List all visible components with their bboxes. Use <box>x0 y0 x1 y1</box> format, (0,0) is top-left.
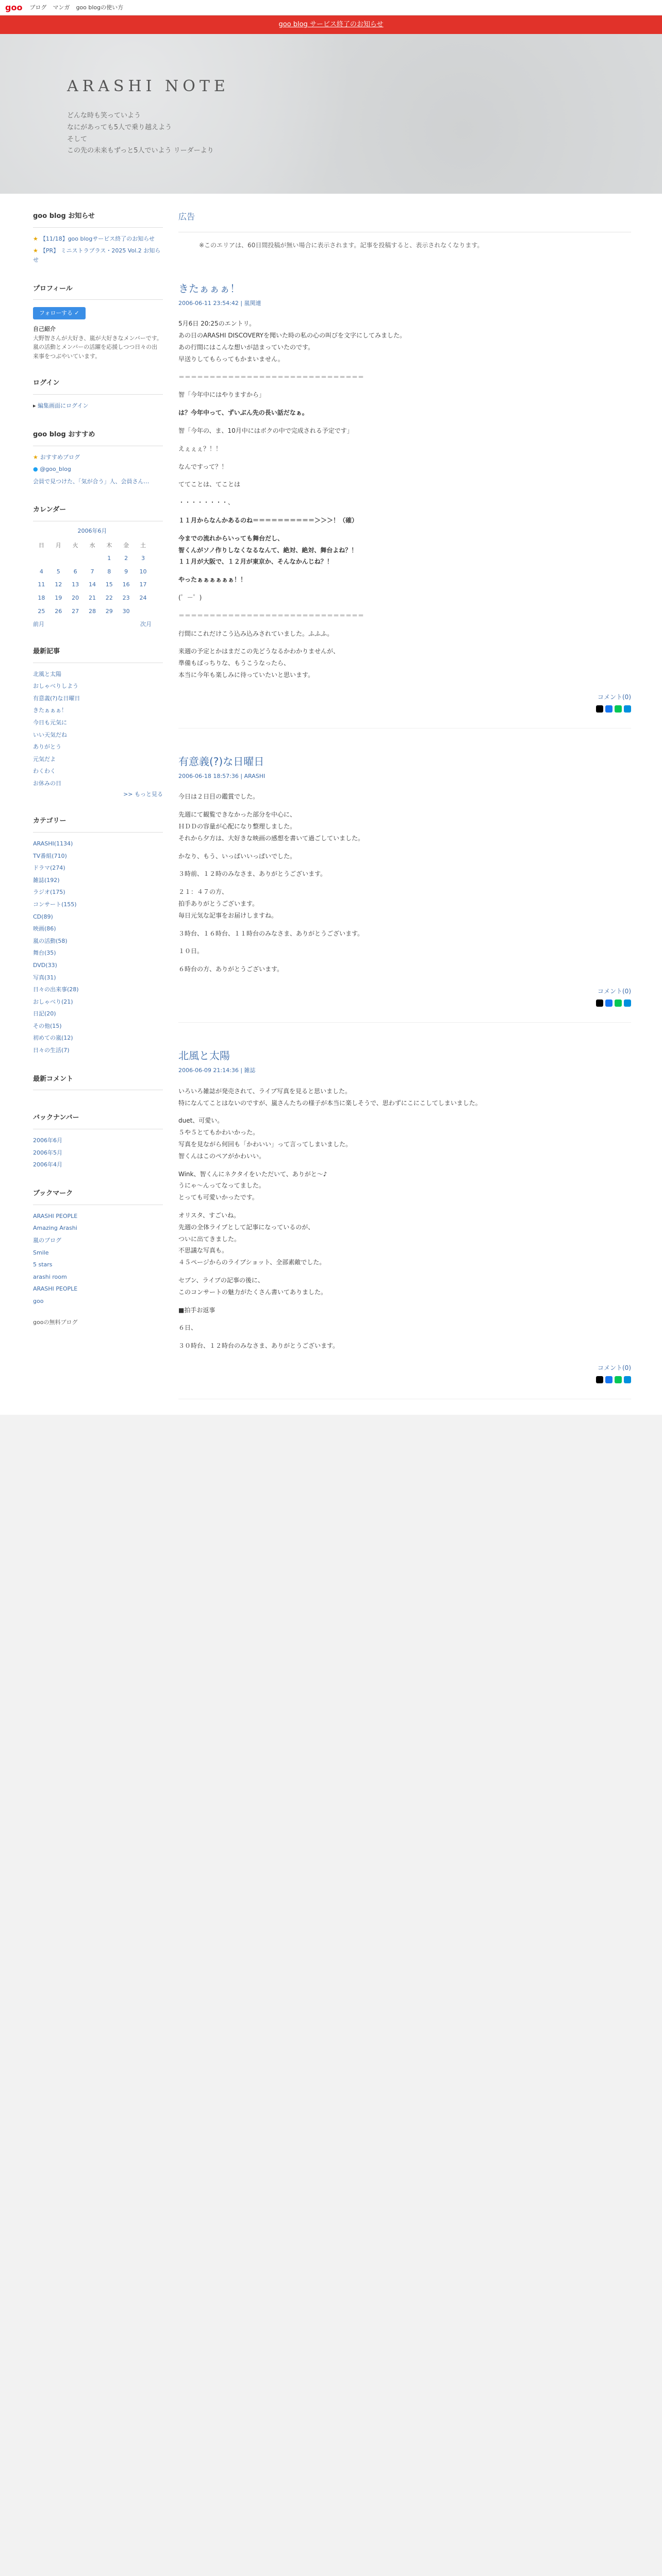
calendar-day[interactable]: 18 <box>38 595 45 602</box>
category-item-link[interactable]: おしゃべり(21) <box>33 998 73 1005</box>
goo-topbar <box>0 0 662 15</box>
recent-item-link[interactable]: きたぁぁぁ！ <box>33 707 67 714</box>
site-desc-line: そして <box>67 135 88 143</box>
calendar-day <box>67 552 84 565</box>
topbar-link-manga[interactable]: マンガ <box>53 4 70 11</box>
weekday: 金 <box>123 541 129 549</box>
recent-item-link[interactable]: いい天気だね <box>33 731 67 738</box>
calendar-day[interactable]: 21 <box>88 595 96 602</box>
blog-header <box>0 34 662 194</box>
recent-item[interactable] <box>33 668 163 681</box>
recent-item-link[interactable]: ありがとう <box>33 743 61 751</box>
facebook-share-icon[interactable] <box>605 999 613 1007</box>
backnumber-item-link[interactable]: 2006年6月 <box>33 1137 62 1144</box>
calendar-heading: カレンダー <box>33 487 163 521</box>
calendar-day[interactable]: 14 <box>88 581 96 588</box>
calendar-day[interactable]: 3 <box>141 555 145 562</box>
osusume-heading: goo blog おすすめ <box>33 412 163 446</box>
recent-item[interactable] <box>33 692 163 705</box>
calendar-day[interactable]: 20 <box>72 595 79 602</box>
recent-item[interactable] <box>33 680 163 692</box>
profile-text: 大野智さんが大好き、嵐が大好きなメンバーです。嵐の活動とメンバーの活躍を応援しつつ日々の出来事をつぶやいています。 <box>33 334 162 360</box>
entry-body <box>178 318 631 681</box>
bookmark-item-link[interactable]: 嵐のブログ <box>33 1237 61 1244</box>
site-desc-line: なにがあっても5人で乗り越えよう <box>67 123 172 131</box>
chevron-right-icon: ▸ <box>33 402 38 410</box>
recent-more-link[interactable]: >> もっと見る <box>123 790 163 798</box>
backnumber-heading: バックナンバー <box>33 1095 163 1129</box>
category-item[interactable] <box>33 899 163 911</box>
category-item-link[interactable]: 雑誌(192) <box>33 876 60 884</box>
bookmark-item-link[interactable]: arashi room <box>33 1273 67 1280</box>
entry-paragraph: かなり、もう、いっぱいいっぱいでした。 <box>178 852 296 860</box>
twitter-icon: ● <box>33 466 40 473</box>
entry-paragraph: ■拍手お返事 <box>178 1306 216 1314</box>
calendar-day <box>33 552 50 565</box>
bookmark-item-link[interactable]: Amazing Arashi <box>33 1225 77 1232</box>
entry-paragraph: ６時台の方、ありがとうございます。 <box>178 965 284 973</box>
category-item-link[interactable]: CD(89) <box>33 913 53 920</box>
calendar-day <box>50 552 67 565</box>
entry-paragraph: 先週にて観覧できなかった部分を中心に、 ＨＤＤの容量が心配になり整理しました。 それから夕方は、大好きな映画の感想を書いて過ごしていました。 <box>178 811 365 842</box>
category-item[interactable] <box>33 886 163 899</box>
site-desc-line: どんな時も笑っていよう <box>67 112 141 120</box>
x-share-icon[interactable] <box>596 705 603 713</box>
backnumber-item-link[interactable]: 2006年5月 <box>33 1149 62 1156</box>
category-item[interactable] <box>33 947 163 959</box>
category-item[interactable] <box>33 1044 163 1057</box>
backnumber-item[interactable] <box>33 1134 163 1147</box>
entry-paragraph: やったぁぁぁぁぁぁ！！ <box>178 576 247 584</box>
entry-paragraph: 今日は２日目の鑑賞でした。 <box>178 793 259 801</box>
category-item-link[interactable]: 日記(20) <box>33 1010 56 1018</box>
recent-item[interactable] <box>33 729 163 741</box>
bookmark-item[interactable] <box>33 1283 163 1295</box>
site-title[interactable]: ARASHI NOTE <box>67 77 229 95</box>
bookmark-item-link[interactable]: 5 stars <box>33 1261 53 1268</box>
calendar-day[interactable]: 22 <box>105 595 113 602</box>
entry-meta[interactable]: 2006-06-11 23:54:42 | 嵐関連 <box>178 299 261 307</box>
backnumber-item[interactable] <box>33 1147 163 1159</box>
entry-paragraph: １０日。 <box>178 947 204 955</box>
service-notice-link[interactable]: goo blog サービス終了のお知らせ <box>278 20 384 28</box>
bookmark-item[interactable] <box>33 1222 163 1234</box>
recent-item[interactable] <box>33 717 163 729</box>
bookmark-item-link[interactable]: Smile <box>33 1249 49 1256</box>
recent-item-link[interactable]: わくわく <box>33 768 56 775</box>
category-item-link[interactable]: 初めての嵐(12) <box>33 1035 73 1042</box>
blog-entry <box>178 744 631 1023</box>
entry-paragraph: ・・・・・・・・、 <box>178 499 235 506</box>
recent-item-link[interactable]: お休みの日 <box>33 780 61 787</box>
comment-heading: 最新コメント <box>33 1057 163 1091</box>
entry-title[interactable]: 北風と太陽 <box>178 1049 230 1062</box>
weekday: 火 <box>72 541 78 549</box>
calendar-caption: 2006年6月 <box>77 528 107 535</box>
recent-item-link[interactable]: 今日も元気に <box>33 719 67 726</box>
login-heading: ログイン <box>33 361 163 395</box>
entry-paragraph: 来週の予定とかはまだこの先どうなるかわかりませんが、 準備もばっちりな、もうこうなったら、 本当に今年も楽しみに待っていたいと思います。 <box>178 648 340 679</box>
entry-body <box>178 791 631 975</box>
comment-link[interactable]: コメント(0) <box>598 988 631 995</box>
recent-heading: 最新記事 <box>33 629 163 663</box>
calendar-day[interactable]: 8 <box>107 568 111 575</box>
entry-paragraph: 5月6日 20:25のエントリ。 あの日のARASHI DISCOVERYを聞いた時の私の心の叫びを文字にしてみました。 あの行間にはこんな想いが詰まっていたのです。 早送りしてもらってもかまいません。 <box>178 320 406 363</box>
entry-paragraph: ２１：４７の方、 拍手ありがとうございます。 毎日元気な記事をお届けしますね。 <box>178 888 278 919</box>
recent-item[interactable] <box>33 777 163 790</box>
goo-free-blog[interactable]: gooの無料ブログ <box>33 1318 78 1326</box>
notice-heading: goo blog お知らせ <box>33 194 163 228</box>
category-item-link[interactable]: DVD(33) <box>33 961 57 969</box>
calendar-day[interactable]: 11 <box>38 581 45 588</box>
calendar-week <box>33 605 152 618</box>
category-item-link[interactable]: 日々の生活(7) <box>33 1047 70 1054</box>
x-share-icon[interactable] <box>596 999 603 1007</box>
weekday: 日 <box>38 541 44 549</box>
entry-paragraph: ３時台、１６時台、１１時台のみなさま、ありがとうございます。 <box>178 929 364 937</box>
osusume-item[interactable]: ★ おすすめブログ <box>33 453 80 461</box>
entry-meta[interactable]: 2006-06-09 21:14:36 | 雑誌 <box>178 1067 256 1074</box>
category-item[interactable] <box>33 996 163 1008</box>
entry-paragraph: (゜－゜) <box>178 594 202 601</box>
hatena-share-icon[interactable] <box>624 999 631 1007</box>
bookmark-heading: ブックマーク <box>33 1171 163 1205</box>
calendar-day[interactable]: 12 <box>55 581 62 588</box>
calendar-day[interactable]: 16 <box>122 581 130 588</box>
category-item[interactable] <box>33 923 163 935</box>
backnumber-item[interactable] <box>33 1159 163 1171</box>
notice-item[interactable]: ★ 【PR】 ミニストラブラス・2025 Vol.2 お知らせ <box>33 247 161 263</box>
osusume-item[interactable]: 会員で見つけた、「気が合う」人、会員さん… <box>33 478 150 485</box>
goo-logo[interactable]: goo <box>5 2 23 12</box>
category-item-link[interactable]: 日々の出来事(28) <box>33 986 79 993</box>
bookmark-item[interactable] <box>33 1210 163 1223</box>
bookmark-item[interactable] <box>33 1295 163 1308</box>
recent-item-link[interactable]: 有意義(?)な日曜日 <box>33 694 80 702</box>
recent-item[interactable] <box>33 753 163 766</box>
entry-paragraph: なんですって？！ <box>178 463 228 470</box>
notice-item[interactable]: ★ 【11/18】goo blogサービス終了のお知らせ <box>33 235 155 242</box>
calendar-day <box>135 605 152 618</box>
calendar-day[interactable]: 10 <box>139 568 147 575</box>
login-link[interactable]: ▸ 編集画面にログイン <box>33 402 89 410</box>
service-notice-bar <box>0 15 662 34</box>
bookmark-item[interactable] <box>33 1259 163 1271</box>
blog-entry <box>178 1038 631 1399</box>
star-icon: ★ <box>33 247 38 255</box>
calendar-week <box>33 578 152 591</box>
bookmark-item-link[interactable]: goo <box>33 1298 44 1304</box>
calendar-day[interactable]: 6 <box>73 568 77 575</box>
calendar-day[interactable]: 4 <box>39 568 43 575</box>
entry-paragraph: 智「今年中にはやりますから」 <box>178 391 266 399</box>
entry-paragraph: ＝＝＝＝＝＝＝＝＝＝＝＝＝＝＝＝＝＝＝＝＝＝＝＝＝＝＝＝＝＝ <box>178 373 365 381</box>
category-item[interactable] <box>33 1008 163 1020</box>
entry-paragraph: ３時前、１２時のみなさま、ありがとうございます。 <box>178 870 327 878</box>
entry-paragraph: 今までの流れからいっても舞台だし、 智くんがソノ作りしなくなるなんて、絶対、絶対、舞台よね？！ １１月が大阪で、１２月が東京か、そんなかんじね？！ <box>178 534 358 566</box>
weekday: 水 <box>89 541 95 549</box>
calendar-day[interactable]: 17 <box>139 581 147 588</box>
share-buttons <box>178 999 631 1023</box>
bookmark-item[interactable] <box>33 1271 163 1283</box>
recent-item-link[interactable]: おしゃべりしよう <box>33 683 78 690</box>
calendar-day[interactable]: 7 <box>90 568 94 575</box>
entry-paragraph: 智「今年の、ま、10月中にはボクの中で完成される予定です」 <box>178 427 353 434</box>
category-item-link[interactable]: ARASHI(1134) <box>33 840 73 847</box>
calendar-day[interactable]: 2 <box>124 555 128 562</box>
topbar-link-blog[interactable]: ブログ <box>29 4 47 11</box>
category-item[interactable] <box>33 862 163 874</box>
bookmark-item-link[interactable]: ARASHI PEOPLE <box>33 1285 78 1293</box>
entry-paragraph: duet、可愛い。 ５や５とてもかわいかった。 写真を見ながら何回も「かわいい」って言ってしまいました。 智くんはこのペアがかわいい。 <box>178 1117 352 1160</box>
entry-paragraph: 行間にこれだけこう込み込みされていました。ふふふ。 <box>178 630 334 637</box>
main-content <box>166 194 662 1415</box>
calendar-day[interactable]: 25 <box>38 607 45 615</box>
profile-heading: プロフィール <box>33 266 163 300</box>
facebook-share-icon[interactable] <box>605 1376 613 1383</box>
recent-item[interactable] <box>33 704 163 717</box>
entry-paragraph: オリスタ、すごいね。 先週の全体ライブとして記事になっているのが、 ついに出てきました。 不思議な写真も。 ４５ページからのライブショット、全部素敵でした。 <box>178 1212 326 1266</box>
star-icon: ★ <box>33 235 38 242</box>
category-item-link[interactable]: 写真(31) <box>33 974 56 981</box>
category-heading: カテゴリー <box>33 799 163 833</box>
follow-button[interactable]: フォローする ✓ <box>33 307 86 319</box>
calendar-week <box>33 565 152 579</box>
calendar-day[interactable]: 15 <box>105 581 113 588</box>
bookmark-item[interactable] <box>33 1247 163 1259</box>
blog-entry <box>178 271 631 728</box>
category-item[interactable] <box>33 984 163 996</box>
entry-paragraph: １１月からなんかあるのね＝＝＝＝＝＝＝＝＝＝＞＞＞！（確） <box>178 516 358 524</box>
calendar-day[interactable]: 29 <box>105 607 113 615</box>
category-item-link[interactable]: TV番組(710) <box>33 852 67 859</box>
category-item[interactable] <box>33 850 163 862</box>
entry-paragraph: ６日、 <box>178 1324 197 1332</box>
category-item-link[interactable]: その他(15) <box>33 1022 62 1029</box>
category-item-link[interactable]: ラジオ(175) <box>33 889 65 896</box>
recent-item[interactable] <box>33 741 163 753</box>
calendar <box>33 527 152 618</box>
entry-body <box>178 1086 631 1352</box>
category-item[interactable] <box>33 959 163 972</box>
entry-paragraph: ３０時台、１２時台のみなさま、ありがとうございます。 <box>178 1342 339 1350</box>
recent-item[interactable] <box>33 765 163 777</box>
ad-notice: ※このエリアは、60日間投稿が無い場合に表示されます。記事を投稿すると、表示されなくなります。 <box>199 241 484 249</box>
calendar-day[interactable]: 26 <box>55 607 62 615</box>
bookmark-item-link[interactable]: ARASHI PEOPLE <box>33 1212 78 1219</box>
category-item-link[interactable]: 嵐の活動(58) <box>33 937 68 944</box>
category-item[interactable] <box>33 838 163 850</box>
site-description <box>67 110 662 157</box>
calendar-day[interactable]: 23 <box>122 595 130 602</box>
calendar-day[interactable]: 1 <box>107 555 111 562</box>
weekday: 月 <box>55 541 61 549</box>
calendar-day[interactable]: 24 <box>139 595 147 602</box>
entry-paragraph: ＝＝＝＝＝＝＝＝＝＝＝＝＝＝＝＝＝＝＝＝＝＝＝＝＝＝＝＝＝＝ <box>178 612 365 619</box>
star-icon: ★ <box>33 453 38 461</box>
calendar-day[interactable]: 13 <box>72 581 79 588</box>
calendar-day[interactable]: 19 <box>55 595 62 602</box>
recent-item-link[interactable]: 元気だよ <box>33 755 56 762</box>
entry-paragraph: は？今年中って、ずいぶん先の長い話だなぁ。 <box>178 409 308 417</box>
sidebar <box>0 194 166 1415</box>
recent-item-link[interactable]: 北風と太陽 <box>33 670 61 677</box>
category-item-link[interactable]: ドラマ(274) <box>33 865 65 872</box>
category-item-link[interactable]: 映画(86) <box>33 925 56 933</box>
hatena-share-icon[interactable] <box>624 705 631 713</box>
share-buttons <box>178 705 631 728</box>
calendar-prev[interactable]: 前月 <box>33 621 44 628</box>
category-item-link[interactable]: コンサート(155) <box>33 901 77 908</box>
share-buttons <box>178 1376 631 1399</box>
weekday: 木 <box>106 541 112 549</box>
entry-title[interactable]: きたぁぁぁ！ <box>178 282 240 295</box>
calendar-day[interactable]: 5 <box>56 568 60 575</box>
category-item[interactable] <box>33 935 163 947</box>
profile-name: 自己紹介 <box>33 325 56 332</box>
comment-link[interactable]: コメント(0) <box>598 1364 631 1371</box>
category-item[interactable] <box>33 1020 163 1032</box>
facebook-share-icon[interactable] <box>605 705 613 713</box>
entry-title[interactable]: 有意義(?)な日曜日 <box>178 755 264 768</box>
entry-meta[interactable]: 2006-06-18 18:57:36 | ARASHI <box>178 772 266 779</box>
comment-link[interactable]: コメント(0) <box>598 693 631 701</box>
calendar-weekdays <box>33 539 152 552</box>
calendar-day <box>84 552 101 565</box>
site-desc-line: この先の未来もずっと5人でいよう リーダーより <box>67 147 214 155</box>
entry-paragraph: ててことは、てことは <box>178 481 241 488</box>
calendar-day[interactable]: 27 <box>72 607 79 615</box>
ad-label: 広告 <box>178 194 631 232</box>
calendar-week <box>33 552 152 565</box>
calendar-day[interactable]: 30 <box>122 607 130 615</box>
category-item[interactable] <box>33 911 163 923</box>
topbar-link-howto[interactable]: goo blogの使い方 <box>76 4 124 11</box>
category-item[interactable] <box>33 874 163 887</box>
entry-paragraph: セブン、ライブの記事の後に、 このコンサートの魅力がたくさん書いてありました。 <box>178 1276 327 1296</box>
hatena-share-icon[interactable] <box>624 1376 631 1383</box>
bookmark-item[interactable] <box>33 1234 163 1247</box>
entry-paragraph: えぇぇぇ？！！ <box>178 445 222 452</box>
x-share-icon[interactable] <box>596 1376 603 1383</box>
category-item[interactable] <box>33 1032 163 1044</box>
calendar-week <box>33 591 152 605</box>
line-share-icon[interactable] <box>615 999 622 1007</box>
backnumber-item-link[interactable]: 2006年4月 <box>33 1161 62 1168</box>
line-share-icon[interactable] <box>615 1376 622 1383</box>
category-item-link[interactable]: 舞台(35) <box>33 950 56 957</box>
category-item[interactable] <box>33 972 163 984</box>
entry-paragraph: Wink、智くんにネクタイをいただいて、ありがと～♪ うにゃ～んってなってました。 とっても可愛いかったです。 <box>178 1170 327 1201</box>
calendar-day[interactable]: 9 <box>124 568 128 575</box>
weekday: 土 <box>140 541 146 549</box>
osusume-item[interactable]: ● @goo_blog <box>33 466 71 473</box>
line-share-icon[interactable] <box>615 705 622 713</box>
calendar-next[interactable]: 次月 <box>140 621 152 628</box>
calendar-day[interactable]: 28 <box>88 607 96 615</box>
entry-paragraph: いろいろ雑誌が発売されて、ライブ写真を見ると思いました。 特になんてことはないのですが、嵐さんたちの様子が本当に楽しそうで、思わずにこにこしてしまいました。 <box>178 1087 482 1107</box>
